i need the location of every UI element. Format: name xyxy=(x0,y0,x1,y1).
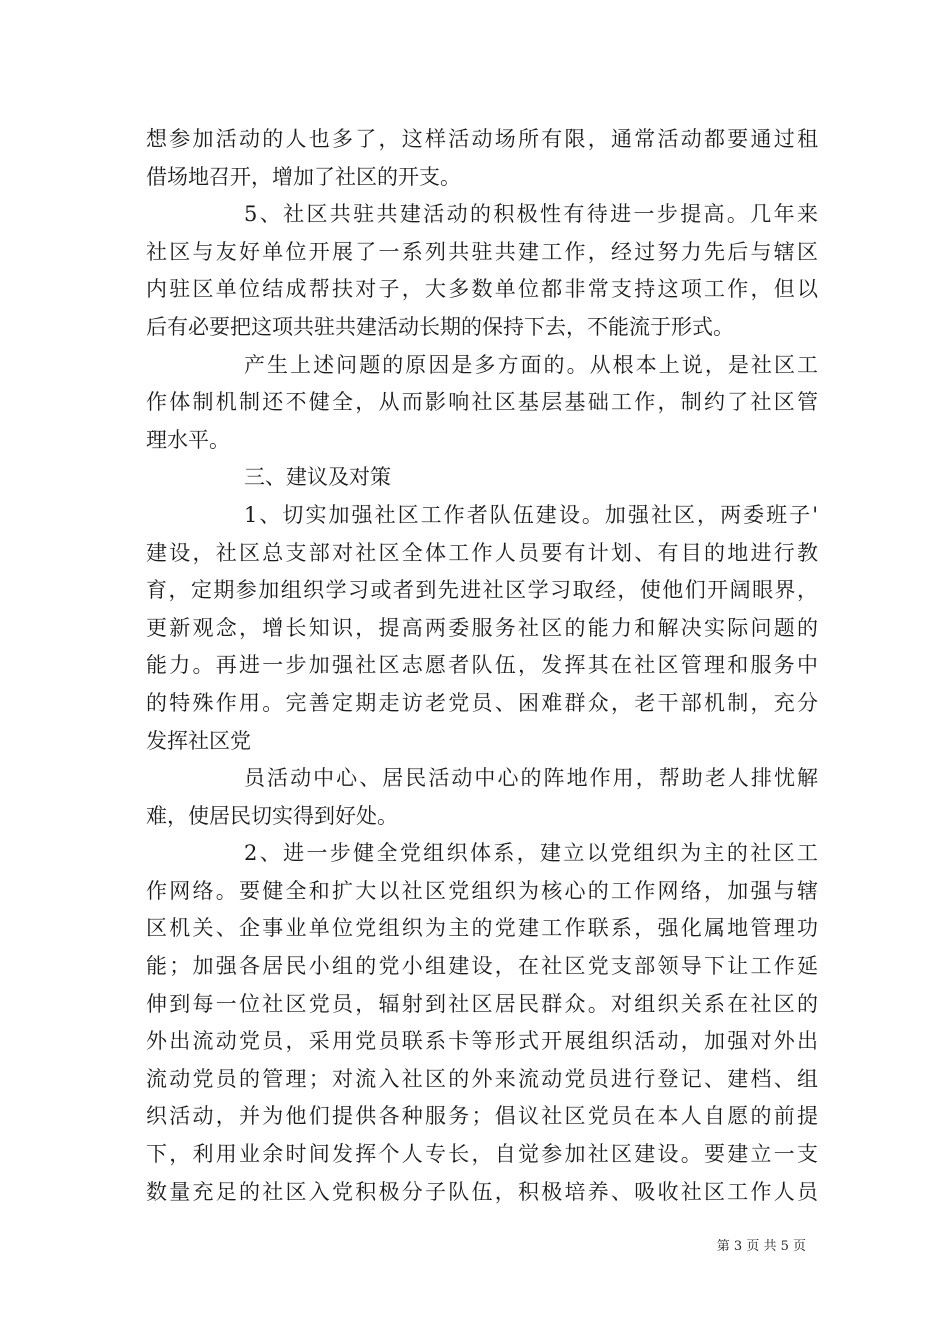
text-line: 内驻区单位结成帮扶对子，大多数单位都非常支持这项工作，但以 xyxy=(146,277,818,302)
text-line: 后有必要把这项共驻共建活动长期的保持下去，不能流于形式。 xyxy=(146,314,734,339)
document-body xyxy=(146,121,818,1211)
text-line: 1、切实加强社区工作者队伍建设。加强社区，两委班子' xyxy=(244,502,818,527)
text-line: 能；加强各居民小组的党小组建设，在社区党支部领导下让工作延 xyxy=(146,954,818,979)
text-line: 区机关、企事业单位党组织为主的党建工作联系，强化属地管理功 xyxy=(146,916,818,941)
text-line: 育，定期参加组织学习或者到先进社区学习取经，使他们开阔眼界， xyxy=(146,578,818,603)
text-line: 数量充足的社区入党积极分子队伍，积极培养、吸收社区工作人员 xyxy=(146,1179,818,1204)
text-line: 社区与友好单位开展了一系列共驻共建工作，经过努力先后与辖区 xyxy=(146,239,818,264)
text-line: 外出流动党员，采用党员联系卡等形式开展组织活动，加强对外出 xyxy=(146,1029,818,1054)
text-line: 员活动中心、居民活动中心的阵地作用，帮助老人排忧解 xyxy=(244,766,818,791)
text-line: 想参加活动的人也多了，这样活动场所有限，通常活动都要通过租 xyxy=(146,127,818,151)
text-line: 能力。再进一步加强社区志愿者队伍，发挥其在社区管理和服务中 xyxy=(146,653,818,678)
text-line: 作体制机制还不健全，从而影响社区基层基础工作，制约了社区管 xyxy=(146,390,818,415)
text-line: 流动党员的管理；对流入社区的外来流动党员进行登记、建档、组 xyxy=(146,1066,818,1091)
text-line: 三、建议及对策 xyxy=(244,465,391,490)
page-footer: 第 3 页 共 5 页 xyxy=(716,1239,806,1254)
text-line: 的特殊作用。完善定期走访老党员、困难群众，老干部机制，充分 xyxy=(146,690,818,715)
text-line: 5、社区共驻共建活动的积极性有待进一步提高。几年来 xyxy=(244,202,818,227)
text-line: 发挥社区党 xyxy=(146,728,251,753)
text-line: 建设，社区总支部对社区全体工作人员要有计划、有目的地进行教 xyxy=(146,540,818,565)
text-line: 伸到每一位社区党员，辐射到社区居民群众。对组织关系在社区的 xyxy=(146,991,818,1016)
text-line: 2、进一步健全党组织体系，建立以党组织为主的社区工 xyxy=(244,841,818,866)
text-line: 理水平。 xyxy=(146,427,230,452)
text-line: 作网络。要健全和扩大以社区党组织为核心的工作网络，加强与辖 xyxy=(146,878,818,903)
text-line: 借场地召开，增加了社区的开支。 xyxy=(146,164,461,189)
text-line: 产生上述问题的原因是多方面的。从根本上说，是社区工 xyxy=(244,352,818,377)
text-line: 织活动，并为他们提供各种服务；倡议社区党员在本人自愿的前提 xyxy=(146,1104,818,1129)
text-line: 下，利用业余时间发挥个人专长，自觉参加社区建设。要建立一支 xyxy=(146,1142,818,1167)
text-line: 难，使居民切实得到好处。 xyxy=(146,803,398,828)
text-line: 更新观念，增长知识，提高两委服务社区的能力和解决实际问题的 xyxy=(146,615,818,640)
